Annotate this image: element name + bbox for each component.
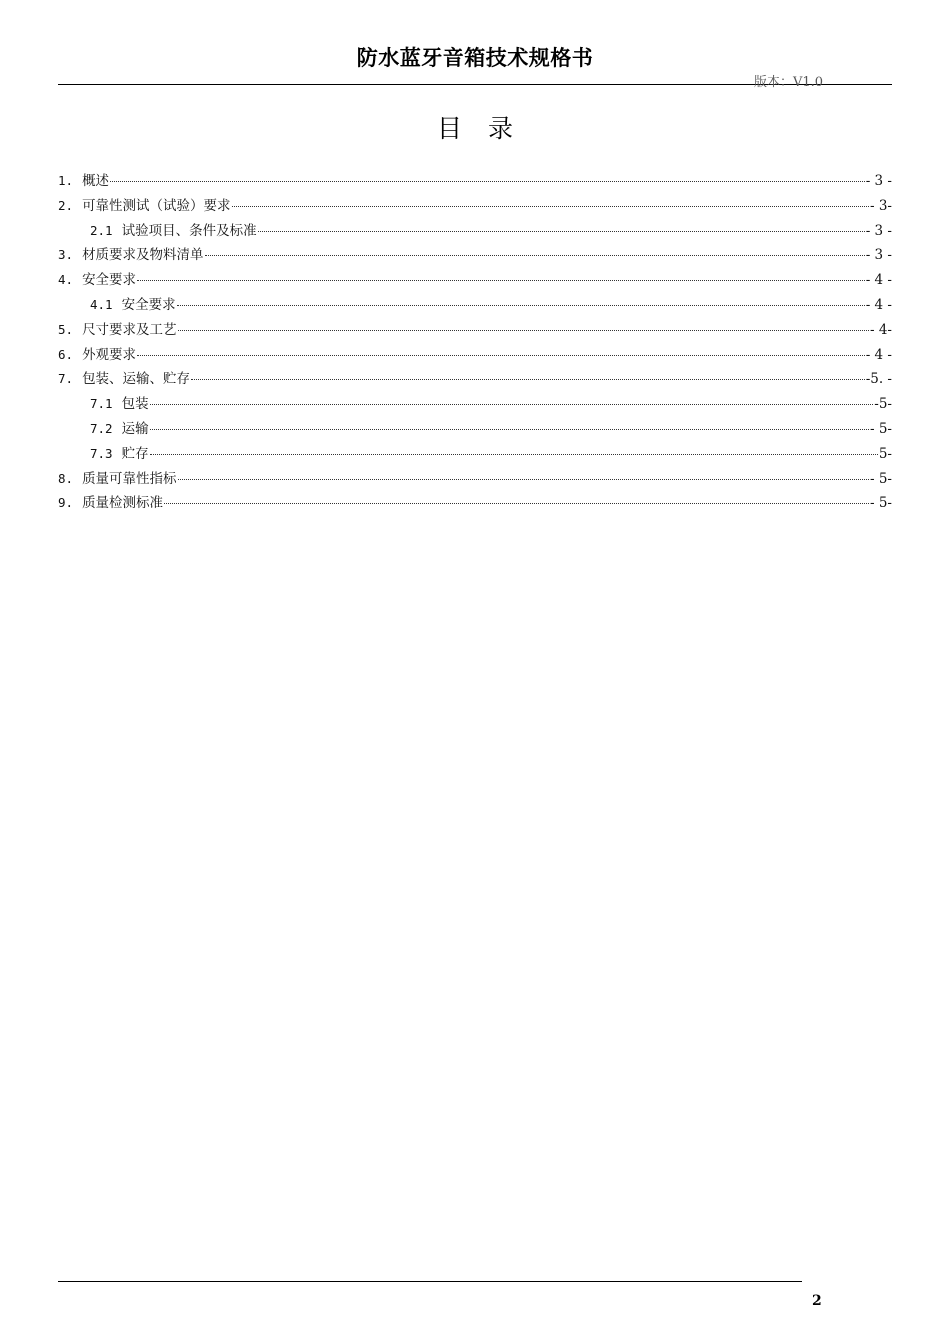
toc-entry-page: - 5- — [869, 495, 892, 512]
page-number: 2 — [812, 1293, 822, 1309]
toc-entry-page: -5- — [874, 396, 892, 413]
toc-entry-7-3[interactable] — [58, 442, 892, 467]
toc-entry-page: - 5- — [869, 470, 892, 487]
toc-dot-leader — [177, 304, 865, 306]
toc-entry-2-1[interactable] — [58, 219, 892, 244]
toc-entry-number: 8. — [58, 470, 74, 486]
toc-entry-6[interactable] — [58, 343, 892, 368]
toc-entry-4-1[interactable] — [58, 293, 892, 318]
toc-entry-title: 概述 — [82, 173, 110, 189]
toc-dot-leader — [137, 279, 865, 281]
toc-entry-number: 4.1 — [90, 296, 113, 312]
toc-dot-leader — [178, 329, 869, 331]
toc-entry-title: 材质要求及物料清单 — [82, 247, 204, 264]
toc-dot-leader — [258, 230, 865, 232]
toc-entry-page: - 4 - — [865, 296, 892, 313]
toc-entry-page: - 4 - — [865, 272, 892, 289]
toc-entry-title: 质量可靠性指标 — [82, 470, 177, 487]
toc-entry-number: 2.1 — [90, 222, 113, 238]
toc-dot-leader — [178, 478, 869, 480]
toc-entry-title: 安全要求 — [121, 296, 176, 313]
toc-dot-leader — [150, 403, 874, 405]
toc-entry-number: 4. — [58, 272, 74, 288]
toc-entry-number: 7. — [58, 371, 74, 387]
toc-entry-page: - 3- — [869, 197, 892, 214]
document-title: 防水蓝牙音箱技术规格书 — [356, 46, 594, 70]
toc-entry-page: - 3 - — [865, 173, 892, 189]
toc-entry-number: 7.1 — [90, 396, 113, 412]
toc-entry-title: 安全要求 — [82, 272, 137, 289]
toc-entry-8[interactable] — [58, 467, 892, 492]
toc-dot-leader — [232, 205, 869, 207]
toc-entry-title: 试验项目、条件及标准 — [121, 222, 257, 239]
toc-dot-leader — [164, 502, 869, 504]
toc-entry-title: 包装 — [121, 396, 149, 413]
toc-entry-title: 运输 — [121, 420, 149, 437]
toc-entry-number: 3. — [58, 247, 74, 263]
toc-entry-title: 尺寸要求及工艺 — [82, 321, 177, 338]
toc-entry-page: - 4- — [869, 321, 892, 338]
toc-entry-7-1[interactable] — [58, 392, 892, 417]
toc-entry-page: -5. - — [865, 371, 892, 388]
toc-heading: 目录 — [436, 114, 539, 143]
toc-entry-4[interactable] — [58, 268, 892, 293]
toc-entry-page: - 3 - — [865, 222, 892, 239]
toc-dot-leader — [150, 453, 878, 455]
toc-entry-page: 5- — [878, 445, 892, 462]
toc-entry-title: 包装、运输、贮存 — [82, 371, 191, 388]
toc-entry-number: 5. — [58, 321, 74, 337]
table-of-contents — [58, 169, 892, 516]
toc-entry-7-2[interactable] — [58, 417, 892, 442]
toc-entry-title: 外观要求 — [82, 346, 137, 363]
toc-entry-3[interactable] — [58, 243, 892, 268]
toc-entry-number: 2. — [58, 197, 74, 213]
toc-entry-title: 质量检测标准 — [82, 495, 164, 512]
toc-entry-7[interactable] — [58, 367, 892, 392]
toc-entry-number: 7.2 — [90, 420, 113, 436]
toc-dot-leader — [110, 180, 865, 182]
version-label: 版本：V1.0 — [754, 75, 824, 90]
toc-entry-number: 9. — [58, 495, 74, 511]
toc-entry-number: 6. — [58, 346, 74, 362]
toc-dot-leader — [150, 428, 869, 430]
toc-entry-5[interactable] — [58, 318, 892, 343]
toc-dot-leader — [137, 354, 865, 356]
toc-entry-9[interactable] — [58, 491, 892, 516]
toc-dot-leader — [205, 254, 865, 256]
toc-entry-1[interactable] — [58, 169, 892, 194]
toc-entry-number: 7.3 — [90, 445, 113, 461]
toc-entry-number: 1. — [58, 173, 74, 188]
toc-entry-page: - 5- — [869, 420, 892, 437]
footer-rule — [58, 1281, 802, 1282]
toc-entry-page: - 4 - — [865, 346, 892, 363]
toc-dot-leader — [191, 378, 865, 380]
toc-entry-title: 贮存 — [121, 445, 149, 462]
toc-entry-2[interactable] — [58, 194, 892, 219]
toc-entry-page: - 3 - — [865, 247, 892, 264]
toc-entry-title: 可靠性测试（试验）要求 — [82, 197, 231, 214]
